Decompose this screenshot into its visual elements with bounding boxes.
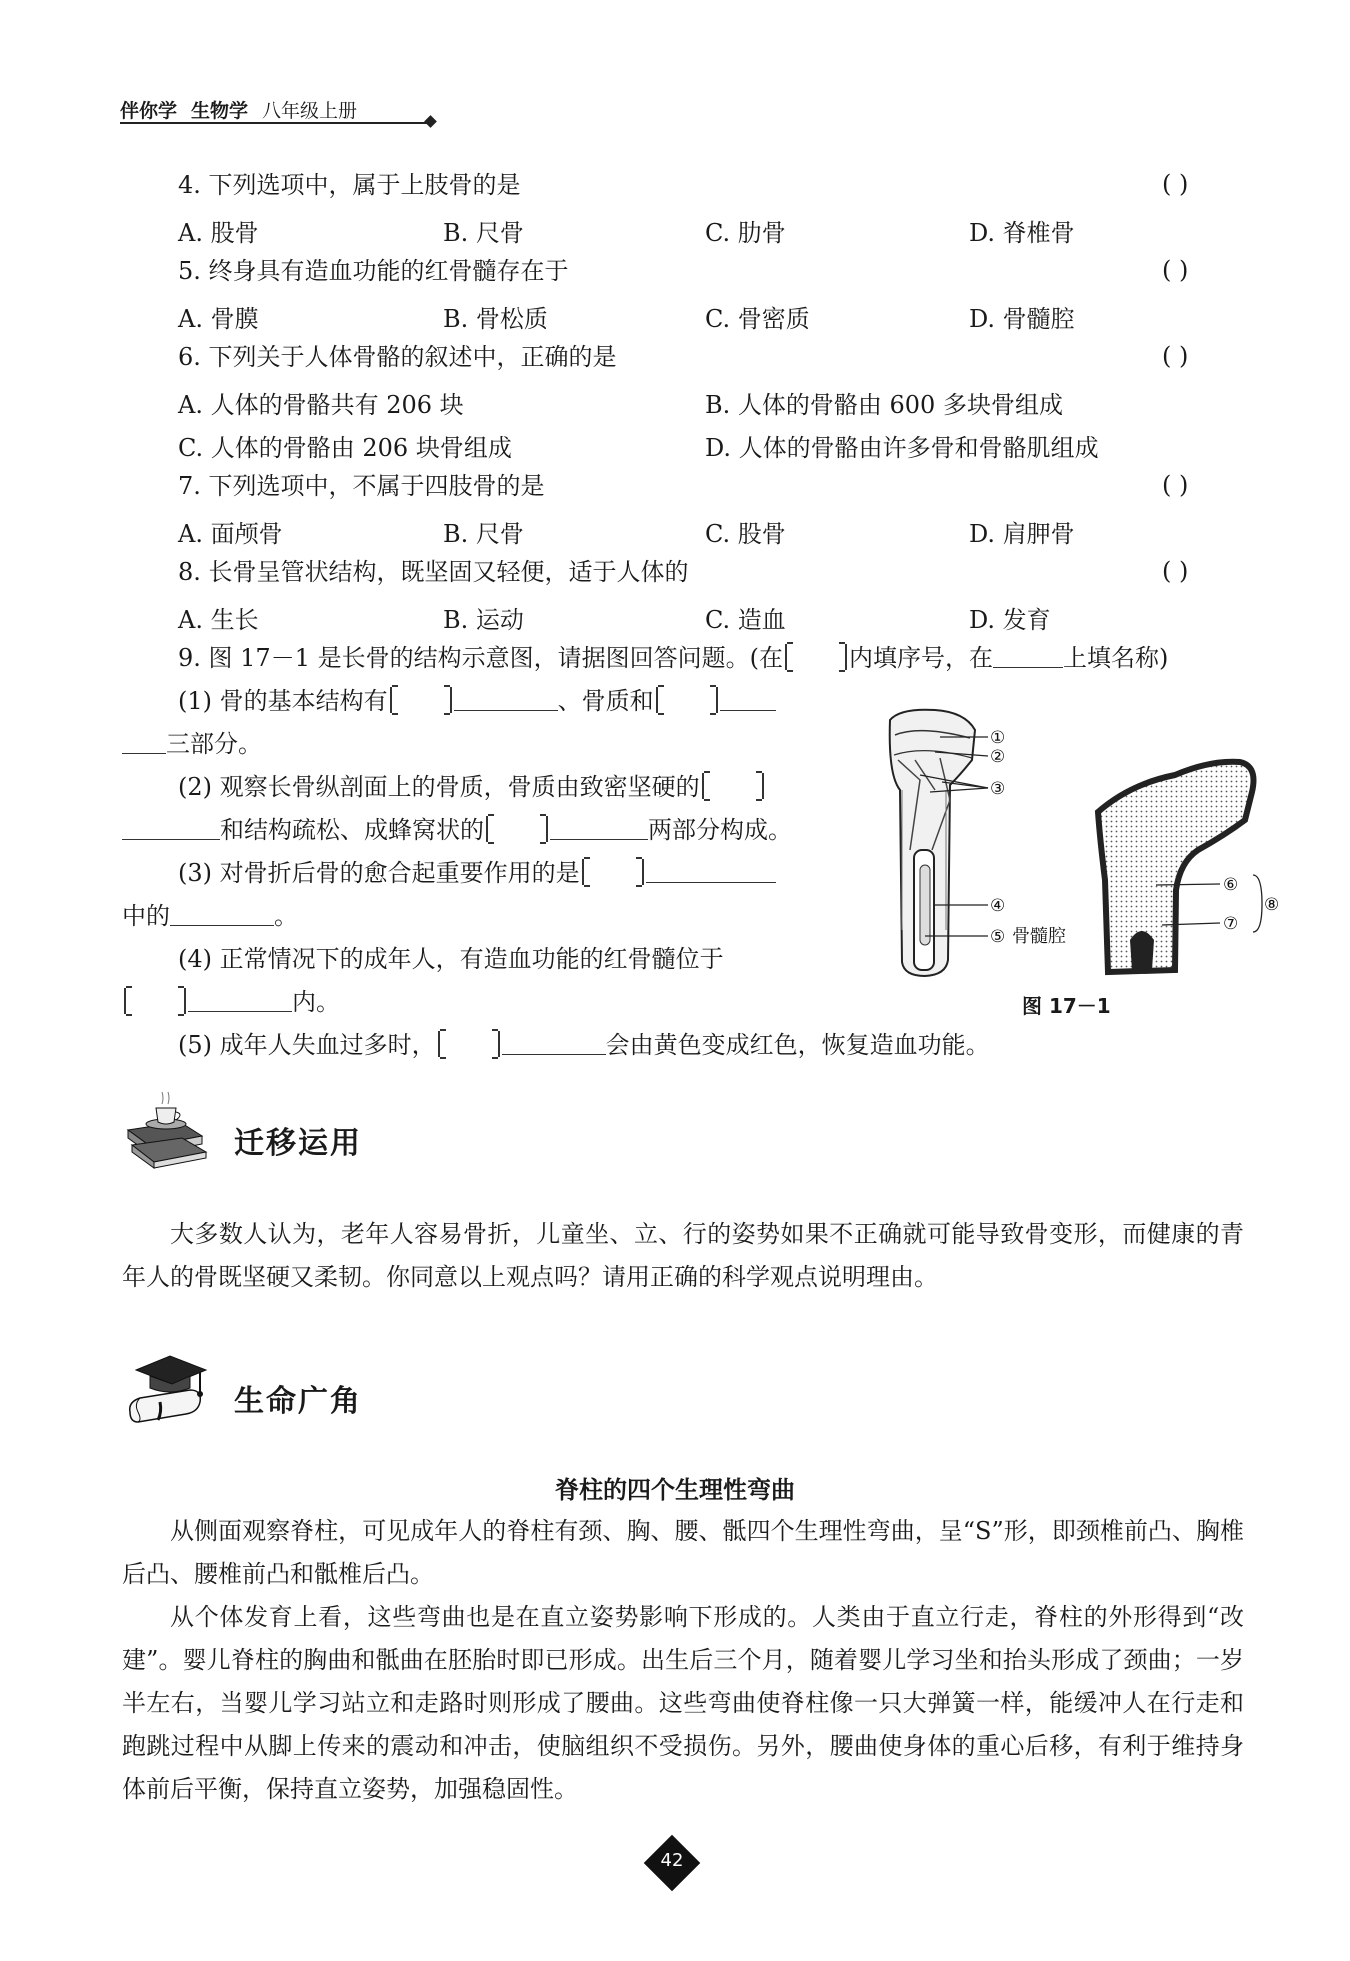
q9-part-2 [178, 772, 766, 802]
option-a: A. 生长 [178, 606, 259, 634]
header-series: 伴你学 [120, 100, 178, 122]
answer-blank[interactable] [122, 731, 166, 754]
answer-blank[interactable] [188, 989, 292, 1012]
question-stem: 6. 下列关于人体骨骼的叙述中，正确的是 [178, 343, 617, 371]
q9-text: 会由黄色变成红色，恢复造血功能。 [605, 1031, 990, 1059]
bone-diagram [880, 700, 1280, 1010]
q9-part-1 [178, 686, 776, 716]
question-stem: 8. 长骨呈管状结构，既坚固又轻便，适于人体的 [178, 558, 689, 586]
option-d: D. 肩胛骨 [969, 520, 1075, 548]
option-d: D. 发育 [969, 606, 1051, 634]
option-a: A. 股骨 [178, 219, 259, 247]
q9-text: 。 [274, 902, 298, 930]
article-paragraph-1: 从侧面观察脊柱，可见成年人的脊柱有颈、胸、腰、骶四个生理性弯曲，呈“S”形，即颈椎前凸、胸椎后凸、腰椎前凸和骶椎后凸。 [122, 1517, 1244, 1588]
answer-box[interactable] [702, 773, 764, 799]
page-number: 42 [660, 1850, 684, 1871]
label-7: ⑦ [1223, 914, 1239, 934]
option-a: A. 人体的骨骼共有 206 块 [178, 391, 464, 419]
label-2: ② [990, 747, 1006, 767]
answer-box[interactable] [785, 644, 847, 670]
q9-stem-part: 上填名称) [1062, 644, 1169, 672]
q9-text: 和结构疏松、成蜂窝状的 [220, 816, 484, 844]
option-a: A. 面颅骨 [178, 520, 283, 548]
q9-part-2-cont [122, 815, 792, 845]
femur-section [1098, 762, 1254, 972]
answer-blank[interactable] [720, 688, 776, 711]
header-subject: 生物学 [191, 100, 249, 122]
option-b: B. 人体的骨骼由 600 多块骨组成 [705, 391, 1063, 419]
header-rule [120, 122, 430, 124]
option-d: D. 骨髓腔 [969, 305, 1075, 333]
option-c: C. 人体的骨骼由 206 块骨组成 [178, 434, 512, 462]
page-header [120, 96, 450, 123]
answer-blank[interactable] [646, 860, 776, 883]
answer-box[interactable] [656, 687, 718, 713]
answer-paren: ( ) [1162, 342, 1189, 370]
option-b: B. 尺骨 [443, 520, 524, 548]
q9-text: 两部分构成。 [648, 816, 792, 844]
article-title: 脊柱的四个生理性弯曲 [555, 1476, 795, 1504]
answer-paren: ( ) [1162, 471, 1189, 499]
q9-text: 三部分。 [166, 730, 262, 758]
q9-part-3-cont [122, 901, 298, 931]
answer-blank[interactable] [550, 817, 648, 840]
answer-blank[interactable] [454, 688, 558, 711]
q9-text: 内。 [292, 988, 340, 1016]
option-c: C. 肋骨 [705, 219, 786, 247]
option-a: A. 骨膜 [178, 305, 259, 333]
label-8: ⑧ [1264, 895, 1280, 915]
cavity-label: 骨髓腔 [1012, 926, 1066, 947]
answer-box[interactable] [438, 1031, 500, 1057]
graduation-cap-icon [120, 1350, 210, 1430]
q9-part-4-cont [122, 987, 340, 1017]
question-stem: 5. 终身具有造血功能的红骨髓存在于 [178, 257, 569, 285]
section-title-life: 生命广角 [234, 1384, 362, 1419]
label-6: ⑥ [1223, 875, 1239, 895]
question-stem: 7. 下列选项中，不属于四肢骨的是 [178, 472, 545, 500]
q9-part-3 [178, 858, 776, 888]
q9-text: 、骨质和 [557, 687, 654, 715]
label-5: ⑤ [990, 927, 1006, 947]
option-b: B. 骨松质 [443, 305, 548, 333]
q9-part-5 [178, 1030, 990, 1060]
q9-stem-part: 9. 图 17－1 是长骨的结构示意图，请据图回答问题。(在 [178, 644, 783, 672]
header-grade: 八年级上册 [262, 100, 358, 122]
books-cup-icon [120, 1090, 210, 1170]
q9-stem-part: 内填序号，在 [848, 644, 993, 672]
answer-paren: ( ) [1162, 557, 1189, 585]
q9-text: 中的 [122, 902, 170, 930]
section-transfer-text: 大多数人认为，老年人容易骨折，儿童坐、立、行的姿势如果不正确就可能导致骨变形，而健康的青年人的骨既坚硬又柔韧。你同意以上观点吗？请用正确的科学观点说明理由。 [122, 1220, 1244, 1291]
answer-paren: ( ) [1162, 170, 1189, 198]
q9-text: (3) 对骨折后骨的愈合起重要作用的是 [178, 859, 580, 887]
article-paragraph-2: 从个体发育上看，这些弯曲也是在直立姿势影响下形成的。人类由于直立行走，脊柱的外形得到“改建”。婴儿脊柱的胸曲和骶曲在胚胎时即已形成。出生后三个月，随着婴儿学习坐和抬头形成了颈曲；一岁半左右，当婴儿学习站立和走路时则形成了腰曲。这些弯曲使脊柱像一只大弹簧一样，能缓冲人在行走和跑跳过程中从脚上传来的震动和冲击，使脑组织不受损伤。另外，腰曲使身体的重心后移，有利于维持身体前后平衡，保持直立姿势，加强稳固性。 [122, 1603, 1244, 1803]
q9-text: (5) 成年人失血过多时， [178, 1031, 436, 1059]
answer-box[interactable] [582, 859, 644, 885]
answer-box[interactable] [486, 816, 548, 842]
label-4: ④ [990, 896, 1006, 916]
q9-text: (1) 骨的基本结构有 [178, 687, 388, 715]
option-d: D. 脊椎骨 [969, 219, 1075, 247]
label-3: ③ [990, 779, 1006, 799]
q9-text: (2) 观察长骨纵剖面上的骨质，骨质由致密坚硬的 [178, 773, 700, 801]
answer-blank[interactable] [122, 817, 220, 840]
answer-box[interactable] [124, 988, 186, 1014]
section-title-transfer: 迁移运用 [234, 1126, 362, 1161]
option-b: B. 尺骨 [443, 219, 524, 247]
option-d: D. 人体的骨骼由许多骨和骨骼肌组成 [705, 434, 1099, 462]
answer-paren: ( ) [1162, 256, 1189, 284]
question-stem: 4. 下列选项中，属于上肢骨的是 [178, 171, 521, 199]
answer-box[interactable] [390, 687, 452, 713]
option-c: C. 骨密质 [705, 305, 810, 333]
figure-caption: 图 17－1 [1022, 994, 1111, 1018]
option-c: C. 造血 [705, 606, 786, 634]
answer-blank[interactable] [993, 645, 1063, 668]
q9-part-4 [178, 944, 724, 974]
question-9-stem [178, 643, 1168, 673]
q9-text: (4) 正常情况下的成年人，有造血功能的红骨髓位于 [178, 945, 724, 973]
answer-blank[interactable] [502, 1032, 606, 1055]
answer-blank[interactable] [170, 903, 274, 926]
option-b: B. 运动 [443, 606, 524, 634]
label-1: ① [990, 728, 1006, 748]
q9-part-1-cont [122, 729, 262, 759]
option-c: C. 股骨 [705, 520, 786, 548]
